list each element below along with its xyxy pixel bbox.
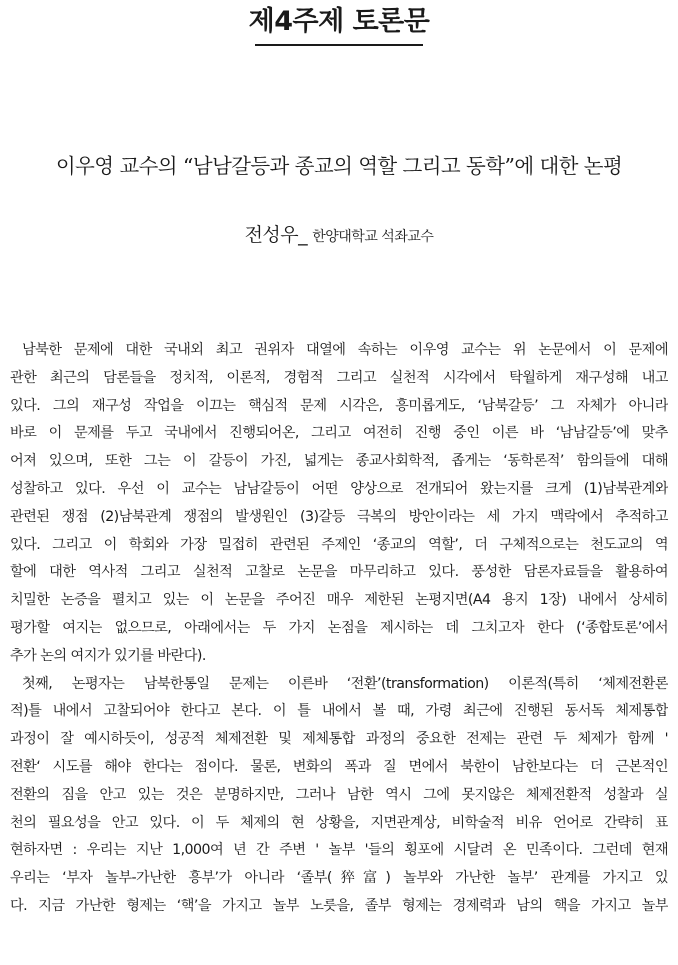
byline (0, 222, 678, 250)
body-line: 바로 이 문제를 두고 국내에서 진행되어온, 그리고 여전히 진행 중인 이른 바 ‘남남갈등’에 맞추 (10, 425, 668, 442)
body-line: 우리는 ‘부자 놀부-가난한 흥부’가 아니라 ‘졸부(猝富) 놀부와 가난한 놀부’ 관계를 가지고 있 (10, 870, 668, 887)
author-affiliation: 한양대학교 석좌교수 (312, 229, 434, 245)
body-line: 있다. 그의 재구성 작업을 이끄는 핵심적 문제 시각은, 흥미롭게도, ‘남북갈등’ 그 자체가 아니라 (10, 397, 668, 414)
body-line: 있다. 그리고 이 학회와 가장 밀접히 관련된 주제인 ‘종교의 역할’, 더 구체적으로는 천도교의 역 (10, 536, 668, 553)
body-line: 과정이 잘 예시하듯이, 성공적 체제전환 및 제체통합 과정의 중요한 전제는 관련 두 체제가 함께 ' (10, 731, 668, 748)
body-line: 평가할 여지는 없으므로, 아래에서는 두 가지 논점을 제시하는 데 그치고자 한다 (‘종합토론’에서 (10, 619, 668, 636)
author-name: 전성우_ (244, 224, 308, 246)
body-line: 남북한 문제에 대한 국내외 최고 권위자 대열에 속하는 이우영 교수는 위 논문에서 이 문제에 (22, 342, 668, 358)
body-line: 천의 필요성을 안고 있다. 이 두 체제의 현 상황을, 지면관계상, 비학술적 비유 언어로 간략히 표 (10, 814, 668, 831)
body-line: 다. 지금 가난한 형제는 ‘핵’을 가지고 놀부 노릇을, 졸부 형제는 경제력과 남의 핵을 가지고 놀부 (10, 897, 668, 914)
section-title-underline (255, 44, 423, 46)
body-line: 추가 논의 여지가 있기를 바란다). (10, 647, 206, 664)
body-line: 성찰하고 있다. 우선 이 교수는 남남갈등이 어떤 양상으로 전개되어 왔는지를 크게 (1)남북관계와 (10, 480, 668, 497)
body-line: 관한 최근의 담론들을 정치적, 이론적, 경험적 그리고 실천적 시각에서 탁월하게 재구성해 내고 (10, 369, 668, 386)
body-line: 치밀한 논증을 펼치고 있는 이 논문을 주어진 매우 제한된 논평지면(A4 용지 1장) 내에서 상세히 (10, 592, 668, 609)
article-title: 이우영 교수의 “남남갈등과 종교의 역할 그리고 동학”에 대한 논평 (55, 154, 623, 178)
body-text (10, 337, 668, 921)
body-line: 할에 대한 역사적 그리고 실천적 고찰로 논문을 마무리하고 있다. 풍성한 담론자료들을 활용하여 (10, 564, 668, 581)
body-line: 어져 있으며, 또한 그는 이 갈등이 가진, 넓게는 종교사회학적, 좁게는 ‘동학론적’ 함의들에 대해 (10, 453, 668, 470)
body-line: 전환의 짐을 안고 있는 것은 분명하지만, 그러나 남한 역시 그에 못지않은 체제전환적 성찰과 실 (10, 786, 668, 803)
body-line: 현하자면 : 우리는 지난 1,000여 년 간 주변 ' 놀부 '들의 횡포에 시달려 온 민족이다. 그런데 현재 (10, 842, 668, 859)
section-title (0, 4, 678, 40)
body-line: 관련된 쟁점 (2)남북관계 쟁점의 발생원인 (3)갈등 극복의 방안이라는 세 가지 맥락에서 추적하고 (10, 508, 668, 525)
body-line: 전환‘ 시도를 해야 한다는 점이다. 물론, 변화의 폭과 질 면에서 북한이 남한보다는 더 근본적인 (10, 758, 668, 775)
body-line: 적)틀 내에서 고찰되어야 한다고 본다. 이 틀 내에서 볼 때, 가령 최근에 진행된 동서독 체제통합 (10, 703, 668, 720)
body-line: 첫째, 논평자는 남북한통일 문제는 이른바 ‘전환’(transformation) 이론적(특히 ‘체제전환론 (22, 675, 668, 692)
section-title-text: 제4주제 토론문 (248, 6, 430, 37)
